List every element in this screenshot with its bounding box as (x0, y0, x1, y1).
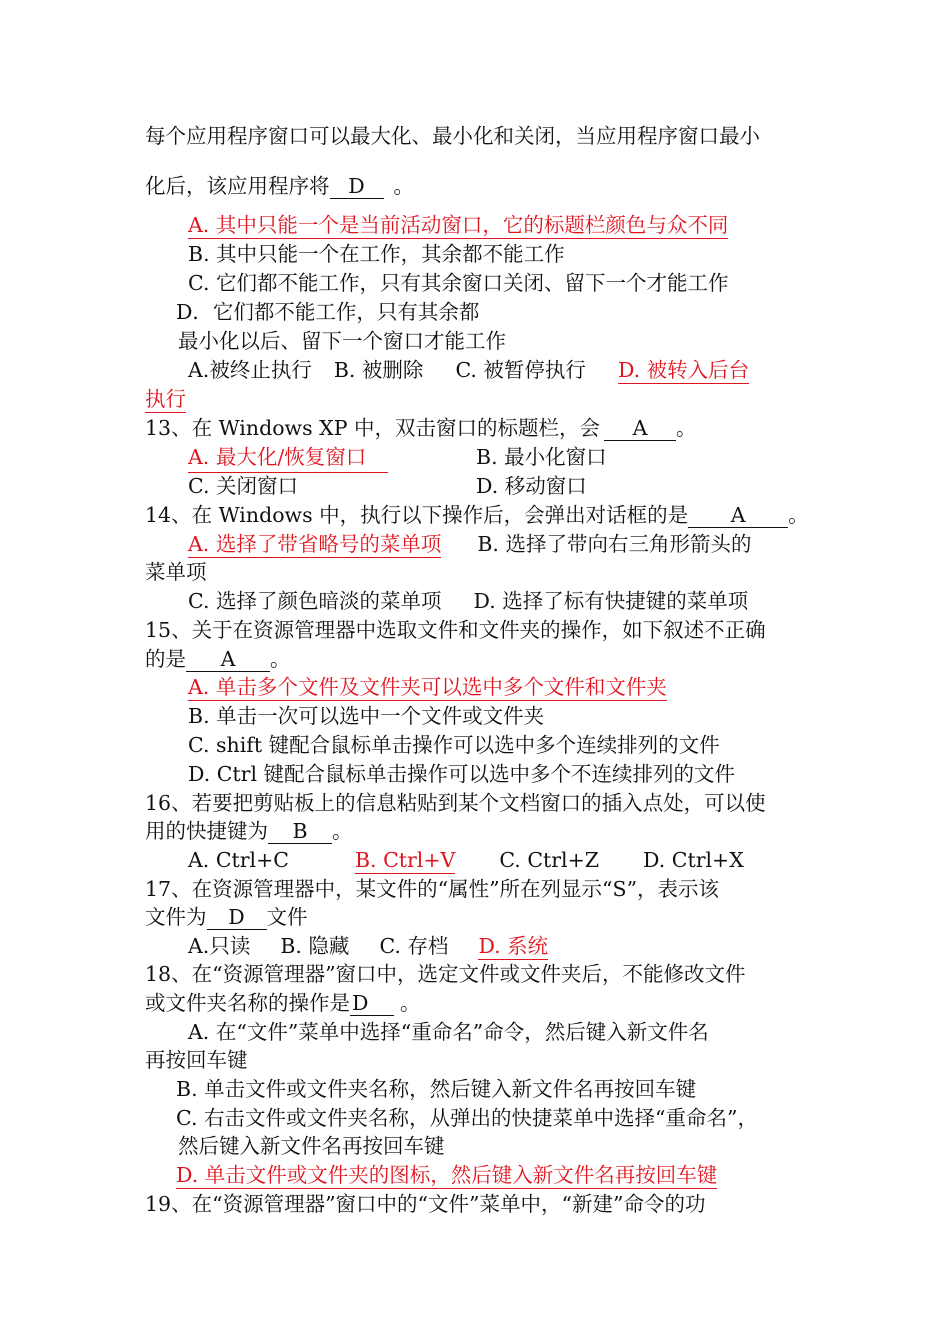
option-b: B. 单击文件或文件夹名称，然后键入新文件名再按回车键 (176, 1077, 697, 1101)
option-a-cont: 再按回车键 (145, 1048, 248, 1072)
stem-text: 化后，该应用程序将 (145, 174, 330, 198)
option-a: A.只读 (188, 934, 251, 958)
option-row (188, 530, 751, 558)
answer-blank: A (186, 647, 270, 672)
question-stem: 每个应用程序窗口可以最大化、最小化和关闭，当应用程序窗口最小 (145, 124, 760, 148)
question-stem (145, 172, 414, 200)
stem-text: 用的快捷键为 (145, 819, 268, 843)
answer-blank: D (330, 174, 384, 199)
option-row (188, 587, 748, 615)
stem-text: 。 (270, 647, 291, 671)
option-row (188, 932, 548, 960)
stem-text: 。 (676, 416, 697, 440)
option-d: D. Ctrl+X (643, 848, 744, 872)
option-c: C. 关闭窗口 (188, 474, 298, 498)
stem-text: 文件为 (145, 905, 207, 929)
option-c: C. 存档 (379, 934, 449, 958)
option-d: D. Ctrl 键配合鼠标单击操作可以选中多个不连续排列的文件 (188, 762, 736, 786)
answer-blank: A (688, 503, 788, 528)
stem-text: 的是 (145, 647, 186, 671)
question-stem: 16、若要把剪贴板上的信息粘贴到某个文档窗口的插入点处，可以使 (145, 791, 766, 815)
stem-text: 。 (332, 819, 353, 843)
option-a-correct: A. 最大化/恢复窗口 (188, 443, 388, 473)
option-row (188, 356, 749, 384)
answer-blank: B (268, 819, 332, 844)
stem-text: 13、在 Windows XP 中，双击窗口的标题栏，会 (145, 416, 601, 440)
option-b: B. 选择了带向右三角形箭头的 (477, 532, 752, 556)
option-a-correct: A. 其中只能一个是当前活动窗口，它的标题栏颜色与众不同 (188, 213, 729, 237)
question-stem (145, 989, 421, 1017)
option-row (188, 846, 744, 874)
question-stem: 19、在“资源管理器”窗口中的“文件”菜单中，“新建”命令的功 (145, 1192, 706, 1216)
stem-text: 或文件夹名称的操作是 (145, 991, 350, 1015)
option-c: C. 它们都不能工作，只有其余窗口关闭、留下一个才能工作 (188, 271, 729, 295)
answer-blank: A (604, 416, 676, 441)
stem-text: 。 (400, 991, 421, 1015)
answer-blank: D (350, 991, 394, 1016)
option-a-correct: A. 单击多个文件及文件夹可以选中多个文件和文件夹 (188, 675, 667, 699)
option-row (188, 443, 607, 473)
option-row (188, 472, 587, 500)
answer-blank: D (207, 905, 267, 930)
option-b-cont: 菜单项 (145, 560, 207, 584)
option-b: B. 单击一次可以选中一个文件或文件夹 (188, 704, 545, 728)
question-stem (145, 645, 291, 673)
stem-text: 14、在 Windows 中，执行以下操作后，会弹出对话框的是 (145, 503, 689, 527)
option-d: D．它们都不能工作，只有其余都 (176, 300, 480, 324)
question-stem: 15、关于在资源管理器中选取文件和文件夹的操作，如下叙述不正确 (145, 618, 766, 642)
option-d-correct: D. 被转入后台 (617, 358, 750, 382)
option-c: C. 选择了颜色暗淡的菜单项 (188, 589, 442, 613)
option-d-correct: D. 系统 (478, 934, 549, 958)
option-c: C. 右击文件或文件夹名称，从弹出的快捷菜单中选择“重命名”， (176, 1106, 758, 1130)
option-a-correct: A. 选择了带省略号的菜单项 (188, 532, 442, 556)
question-stem: 18、在“资源管理器”窗口中，选定文件或文件夹后，不能修改文件 (145, 962, 746, 986)
option-b: B. 其中只能一个在工作，其余都不能工作 (188, 242, 565, 266)
stem-text: 。 (788, 503, 809, 527)
option-d-correct: D. 单击文件或文件夹的图标，然后键入新文件名再按回车键 (176, 1163, 718, 1187)
stem-text: 文件 (266, 905, 308, 929)
option-c-cont: 然后键入新文件名再按回车键 (178, 1134, 445, 1158)
question-stem (145, 817, 353, 845)
option-b: B. 最小化窗口 (476, 445, 607, 469)
option-a: A.被终止执行 (188, 358, 312, 382)
question-stem (145, 501, 809, 529)
question-stem (145, 903, 308, 931)
option-d-cont: 最小化以后、留下一个窗口才能工作 (178, 329, 506, 353)
option-d: D. 选择了标有快捷键的菜单项 (473, 589, 749, 613)
stem-text: 。 (393, 174, 414, 198)
option-b-correct: B. Ctrl+V (354, 848, 456, 872)
option-a: A. Ctrl+C (188, 848, 289, 872)
option-b: B. 被删除 (333, 358, 424, 382)
question-stem (145, 414, 697, 442)
option-c: C. Ctrl+Z (499, 848, 600, 872)
question-stem: 17、在资源管理器中，某文件的“属性”所在列显示“S”，表示该 (145, 877, 720, 901)
option-d-cont: 执行 (145, 387, 186, 411)
option-c: C. 被暂停执行 (455, 358, 586, 382)
option-d: D. 移动窗口 (476, 474, 587, 498)
option-b: B. 隐藏 (280, 934, 350, 958)
option-a: A. 在“文件”菜单中选择“重命名”命令，然后键入新文件名 (188, 1020, 709, 1044)
option-c: C. shift 键配合鼠标单击操作可以选中多个连续排列的文件 (188, 733, 720, 757)
